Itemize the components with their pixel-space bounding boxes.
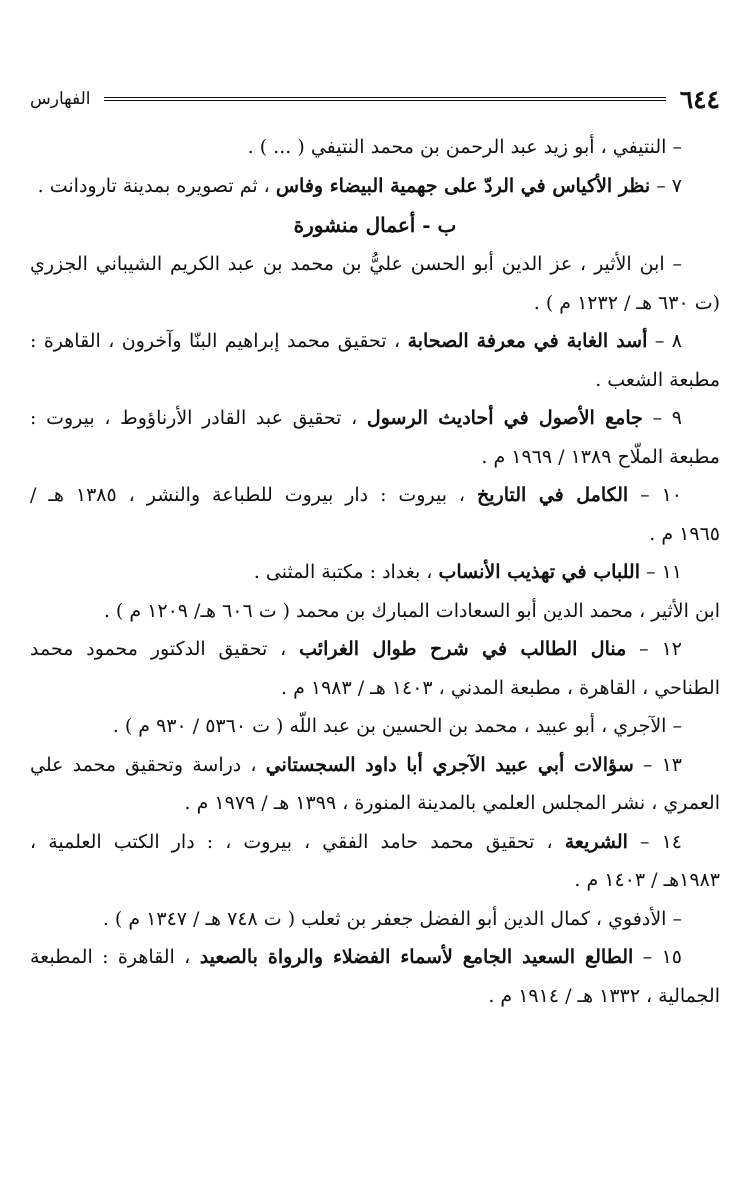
bibliography-line-continued: ١٩٨٣هـ / ١٤٠٣ م .	[574, 869, 720, 891]
subheading: ب - أعمال منشورة	[293, 213, 457, 237]
bibliography-line: ١٢ – منال الطالب في شرح طوال الغرائب ، تحقيق الدكتور محمود محمد	[30, 638, 682, 660]
bibliography-line: ١٥ – الطالع السعيد الجامع لأسماء الفضلاء والرواة بالصعيد ، القاهرة : المطبعة	[30, 946, 682, 968]
work-title: نظر الأكياس في الردّ على جهمية البيضاء وفاس	[275, 174, 651, 197]
running-head	[30, 82, 720, 116]
bibliography-line-continued: مطبعة الشعب .	[595, 368, 720, 391]
work-title: جامع الأصول في أحاديث الرسول	[366, 407, 643, 429]
bibliography-line-continued: الطناحي ، القاهرة ، مطبعة المدني ، ١٤٠٣ هـ / ١٩٨٣ م .	[280, 676, 720, 699]
bibliography-line: ٩ – جامع الأصول في أحاديث الرسول ، تحقيق عبد القادر الأرناؤوط ، بيروت :	[30, 407, 682, 429]
header-rule	[104, 97, 665, 101]
bibliography-line: ٨ – أسد الغابة في معرفة الصحابة ، تحقيق محمد إبراهيم البنّا وآخرون ، القاهرة :	[30, 330, 682, 352]
bibliography-line: ١٣ – سؤالات أبي عبيد الآجري أبا داود السجستاني ، دراسة وتحقيق محمد علي	[30, 753, 682, 776]
page-number: ٦٤٤	[679, 84, 720, 114]
bibliography-line: ١٤ – الشريعة ، تحقيق محمد حامد الفقي ، بيروت ، : دار الكتب العلمية ،	[30, 830, 682, 853]
document-page	[30, 82, 720, 1015]
bibliography-line-continued: (ت ٦٣٠ هـ / ١٢٣٢ م ) .	[533, 291, 720, 314]
bibliography-line: – ابن الأثير ، عز الدين أبو الحسن عليُّ بن محمد بن عبد الكريم الشيباني الجزري	[30, 253, 682, 275]
bibliography-line-continued: مطبعة الملّاح ١٣٨٩ / ١٩٦٩ م .	[481, 445, 720, 468]
work-title: الشريعة	[564, 830, 628, 853]
bibliography-line: ٧ – نظر الأكياس في الردّ على جهمية البيضاء وفاس ، ثم تصويره بمدينة تارودانت .	[37, 174, 682, 197]
bibliography-line: – الآجري ، أبو عبيد ، محمد بن الحسين بن عبد اللّه ( ت ٥٣٦٠ / ٩٣٠ م ) .	[112, 715, 682, 737]
bibliography-line-continued: ١٩٦٥ م .	[649, 522, 720, 545]
work-title: أسد الغابة في معرفة الصحابة	[407, 330, 648, 352]
bibliography-line: – النتيفي ، أبو زيد عبد الرحمن بن محمد النتيفي ( ... ) .	[247, 136, 682, 158]
work-title: الطالع السعيد الجامع لأسماء الفضلاء والرواة بالصعيد	[199, 946, 634, 968]
work-title: منال الطالب في شرح طوال الغرائب	[299, 638, 627, 660]
work-title: اللباب في تهذيب الأنساب	[438, 561, 640, 583]
section-title: الفهارس	[30, 89, 91, 109]
bibliography-line: ابن الأثير ، محمد الدين أبو السعادات المبارك بن محمد ( ت ٦٠٦ هـ/ ١٢٠٩ م ) .	[103, 599, 720, 622]
work-title: الكامل في التاريخ	[477, 484, 629, 506]
bibliography-line-continued: العمري ، نشر المجلس العلمي بالمدينة المنورة ، ١٣٩٩ هـ / ١٩٧٩ م .	[184, 792, 720, 814]
bibliography-line: ١٠ – الكامل في التاريخ ، بيروت : دار بيروت للطباعة والنشر ، ١٣٨٥ هـ /	[30, 484, 682, 506]
work-title: سؤالات أبي عبيد الآجري أبا داود السجستاني	[265, 753, 634, 776]
bibliography-line: ١١ – اللباب في تهذيب الأنساب ، بغداد : مكتبة المثنى .	[253, 561, 682, 583]
bibliography-line-continued: الجمالية ، ١٣٣٢ هـ / ١٩١٤ م .	[488, 984, 720, 1007]
bibliography-line: – الأدفوي ، كمال الدين أبو الفضل جعفر بن ثعلب ( ت ٧٤٨ هـ / ١٣٤٧ م ) .	[102, 907, 682, 930]
